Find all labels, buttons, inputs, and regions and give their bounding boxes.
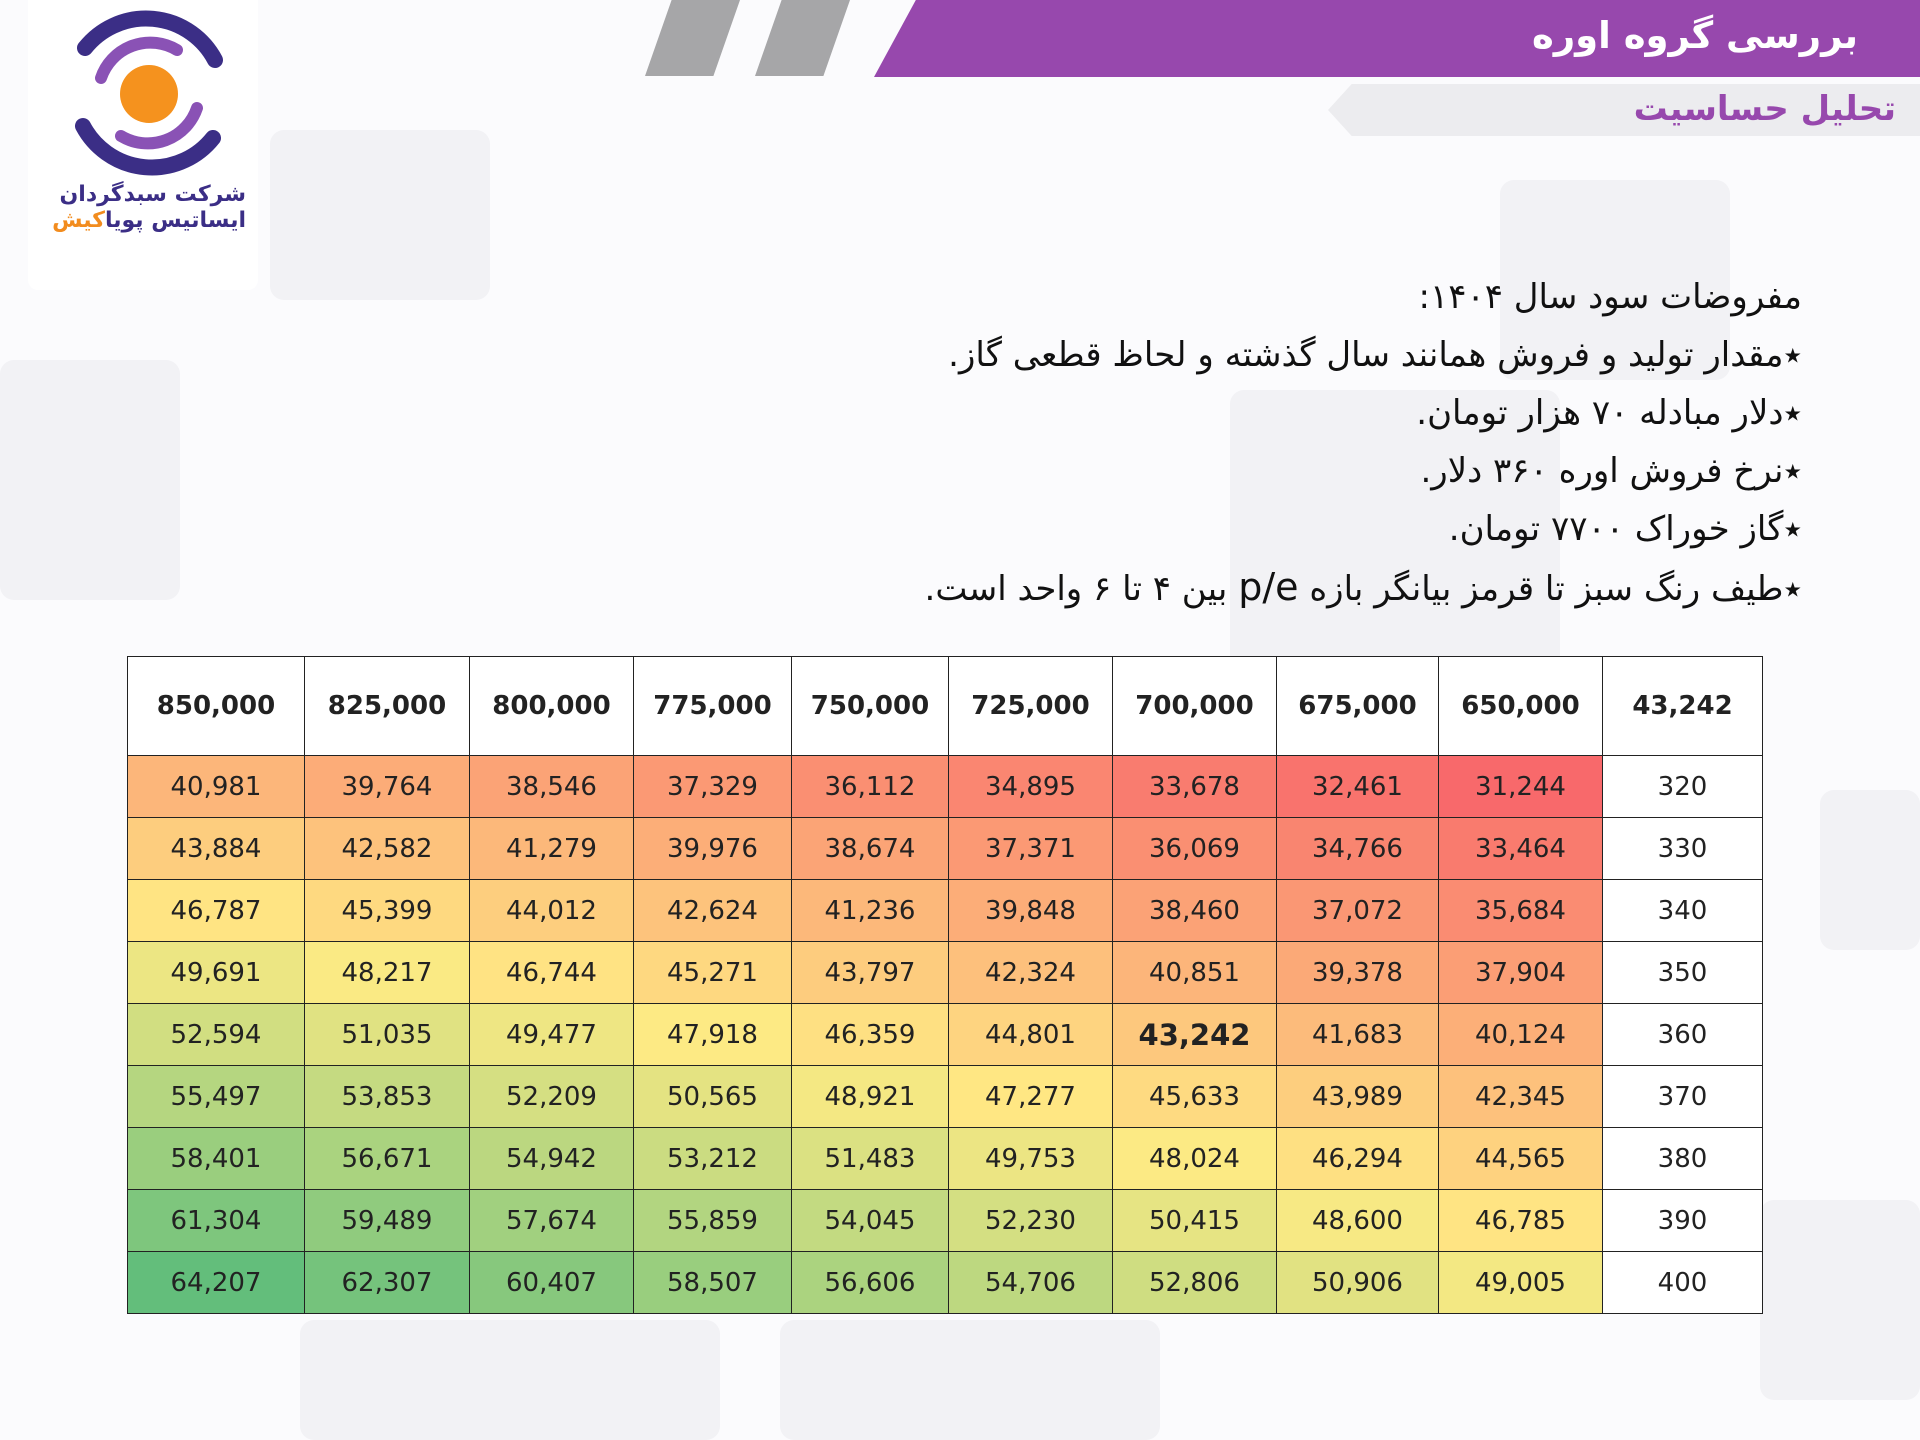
table-cell: 36,069: [1113, 818, 1277, 880]
logo-text-main: ایساتیس پویا: [104, 208, 246, 233]
header-stripe: [645, 0, 740, 76]
table-cell: 43,884: [128, 818, 305, 880]
table-cell: 58,507: [634, 1252, 792, 1314]
table-cell: 48,600: [1277, 1190, 1439, 1252]
table-row: [128, 1252, 1763, 1314]
table-row: [128, 1004, 1763, 1066]
table-cell: 50,565: [634, 1066, 792, 1128]
assumptions-title: مفروضات سود سال ۱۴۰۴:: [1418, 277, 1802, 317]
table-cell: 54,942: [470, 1128, 634, 1190]
table-row: [128, 880, 1763, 942]
table-cell: 40,851: [1113, 942, 1277, 1004]
table-header-row: [128, 657, 1763, 756]
table-cell: 56,671: [305, 1128, 470, 1190]
row-header-price: 330: [1603, 818, 1763, 880]
assumption-text: بین ۴ تا ۶ واحد است.: [924, 569, 1228, 609]
company-logo-icon: [55, 8, 241, 183]
table-cell: 52,230: [949, 1190, 1113, 1252]
table-cell: 34,895: [949, 756, 1113, 818]
table-row: [128, 818, 1763, 880]
table-cell: 45,271: [634, 942, 792, 1004]
table-cell: 35,684: [1439, 880, 1603, 942]
background-tile: [1760, 1200, 1920, 1400]
background-tile: [270, 130, 490, 300]
logo-text-name: [46, 208, 246, 233]
assumption-text: ٭طیف رنگ سبز تا قرمز بیانگر بازه: [1309, 569, 1802, 609]
table-cell: 48,921: [792, 1066, 949, 1128]
table-cell: 45,399: [305, 880, 470, 942]
table-cell: 37,371: [949, 818, 1113, 880]
column-header: 775,000: [634, 657, 792, 756]
sensitivity-table: [127, 656, 1763, 1314]
corner-cell: 43,242: [1603, 657, 1763, 756]
column-header: 825,000: [305, 657, 470, 756]
table-cell: 50,906: [1277, 1252, 1439, 1314]
table-cell: 50,415: [1113, 1190, 1277, 1252]
table-cell: 46,744: [470, 942, 634, 1004]
row-header-price: 380: [1603, 1128, 1763, 1190]
row-header-price: 340: [1603, 880, 1763, 942]
table-cell: 40,124: [1439, 1004, 1603, 1066]
row-header-price: 370: [1603, 1066, 1763, 1128]
table-cell: 47,277: [949, 1066, 1113, 1128]
header-stripe: [755, 0, 850, 76]
table-cell: 39,976: [634, 818, 792, 880]
table-row: [128, 756, 1763, 818]
table-cell: 46,294: [1277, 1128, 1439, 1190]
table-cell: 38,460: [1113, 880, 1277, 942]
table-cell: 47,918: [634, 1004, 792, 1066]
table-cell: 38,546: [470, 756, 634, 818]
assumptions-block: [702, 268, 1802, 618]
table-cell: 41,683: [1277, 1004, 1439, 1066]
table-cell: 44,012: [470, 880, 634, 942]
table-row: [128, 1066, 1763, 1128]
table-cell: 39,764: [305, 756, 470, 818]
table-cell: 54,045: [792, 1190, 949, 1252]
row-header-price: 400: [1603, 1252, 1763, 1314]
table-row: [128, 1190, 1763, 1252]
assumption-item: ٭مقدار تولید و فروش همانند سال گذشته و لحاظ قطعی گاز.: [948, 335, 1802, 375]
table-cell: 37,904: [1439, 942, 1603, 1004]
table-cell: 53,853: [305, 1066, 470, 1128]
table-cell: 41,236: [792, 880, 949, 942]
table-cell: 61,304: [128, 1190, 305, 1252]
table-cell: 34,766: [1277, 818, 1439, 880]
table-cell: 38,674: [792, 818, 949, 880]
table-cell: 42,582: [305, 818, 470, 880]
table-cell: 42,345: [1439, 1066, 1603, 1128]
table-cell: 46,785: [1439, 1190, 1603, 1252]
table-cell: 49,477: [470, 1004, 634, 1066]
table-cell: 33,464: [1439, 818, 1603, 880]
table-cell: 33,678: [1113, 756, 1277, 818]
table-cell: 52,594: [128, 1004, 305, 1066]
background-tile: [300, 1320, 720, 1440]
column-header: 750,000: [792, 657, 949, 756]
column-header: 800,000: [470, 657, 634, 756]
table-cell: 37,329: [634, 756, 792, 818]
table-cell: 43,797: [792, 942, 949, 1004]
column-header: 725,000: [949, 657, 1113, 756]
table-cell: 62,307: [305, 1252, 470, 1314]
table-cell: 39,378: [1277, 942, 1439, 1004]
row-header-price: 390: [1603, 1190, 1763, 1252]
row-header-price: 360: [1603, 1004, 1763, 1066]
table-cell: 55,859: [634, 1190, 792, 1252]
table-cell: 55,497: [128, 1066, 305, 1128]
column-header: 850,000: [128, 657, 305, 756]
table-cell: 51,035: [305, 1004, 470, 1066]
table-cell: 40,981: [128, 756, 305, 818]
table-cell: 42,324: [949, 942, 1113, 1004]
table-cell: 52,806: [1113, 1252, 1277, 1314]
table-cell: 58,401: [128, 1128, 305, 1190]
column-header: 700,000: [1113, 657, 1277, 756]
table-cell: 49,691: [128, 942, 305, 1004]
table-cell: 41,279: [470, 818, 634, 880]
table-cell: 42,624: [634, 880, 792, 942]
table-cell: 48,024: [1113, 1128, 1277, 1190]
table-cell: 37,072: [1277, 880, 1439, 942]
table-cell: 36,112: [792, 756, 949, 818]
column-header: 675,000: [1277, 657, 1439, 756]
table-cell: 53,212: [634, 1128, 792, 1190]
assumption-item: ٭گاز خوراک ۷۷۰۰ تومان.: [1448, 509, 1802, 549]
table-cell: 39,848: [949, 880, 1113, 942]
table-cell: 54,706: [949, 1252, 1113, 1314]
assumption-item: ٭دلار مبادله ۷۰ هزار تومان.: [1416, 393, 1802, 433]
table-cell: 45,633: [1113, 1066, 1277, 1128]
background-tile: [1820, 790, 1920, 950]
table-cell: 60,407: [470, 1252, 634, 1314]
pe-label: p/e: [1238, 565, 1299, 609]
row-header-price: 320: [1603, 756, 1763, 818]
table-cell: 44,565: [1439, 1128, 1603, 1190]
background-tile: [0, 360, 180, 600]
table-cell: 49,005: [1439, 1252, 1603, 1314]
table-cell: 64,207: [128, 1252, 305, 1314]
table-cell: 31,244: [1439, 756, 1603, 818]
table-cell: 57,674: [470, 1190, 634, 1252]
table-cell: 32,461: [1277, 756, 1439, 818]
table-cell: 49,753: [949, 1128, 1113, 1190]
logo-text-company: شرکت سبدگردان: [59, 182, 246, 207]
table-cell: 43,242: [1113, 1004, 1277, 1066]
row-header-price: 350: [1603, 942, 1763, 1004]
table-cell: 59,489: [305, 1190, 470, 1252]
logo-text-accent: کیش: [52, 208, 105, 233]
table-cell: 52,209: [470, 1066, 634, 1128]
page-subtitle: تحلیل حساسیت: [1633, 89, 1896, 129]
table-cell: 51,483: [792, 1128, 949, 1190]
assumption-item: ٭نرخ فروش اوره ۳۶۰ دلار.: [1420, 451, 1802, 491]
table-cell: 46,787: [128, 880, 305, 942]
background-tile: [780, 1320, 1160, 1440]
page-title: بررسی گروه اوره: [1532, 14, 1858, 57]
assumption-item: [702, 558, 1802, 618]
table-row: [128, 1128, 1763, 1190]
table-cell: 56,606: [792, 1252, 949, 1314]
table-cell: 46,359: [792, 1004, 949, 1066]
table-cell: 43,989: [1277, 1066, 1439, 1128]
table-cell: 44,801: [949, 1004, 1113, 1066]
table-cell: 48,217: [305, 942, 470, 1004]
column-header: 650,000: [1439, 657, 1603, 756]
table-row: [128, 942, 1763, 1004]
